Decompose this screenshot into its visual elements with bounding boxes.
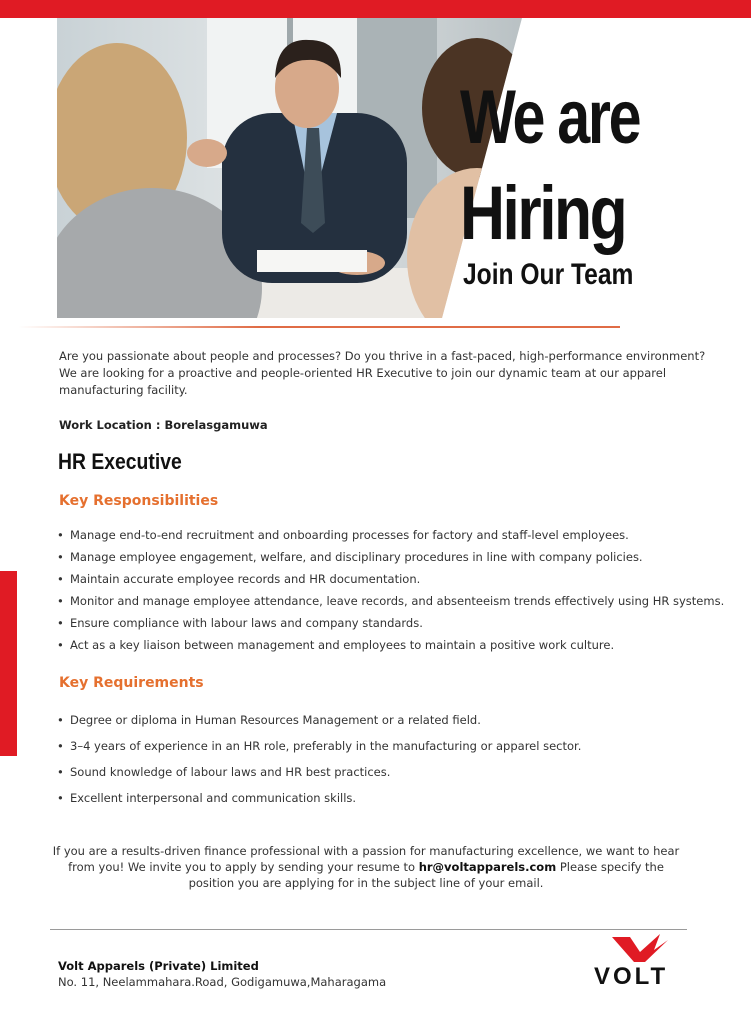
side-accent-bar: [0, 571, 17, 756]
volt-logo-text: VOLT: [594, 963, 669, 990]
list-item: • 3–4 years of experience in an HR role, preferably in the manufacturing or apparel sector.: [56, 738, 581, 764]
requirements-heading: Key Requirements: [59, 675, 204, 691]
headline-join-our-team: Join Our Team: [463, 258, 634, 291]
contact-email-link[interactable]: hr@voltapparels.com: [418, 860, 557, 874]
headline-line-hiring: Hiring: [460, 171, 626, 256]
work-location-label: Work Location :: [59, 418, 161, 432]
work-location: [59, 418, 268, 432]
list-item: • Manage end-to-end recruitment and onboarding processes for factory and staff-level employees.: [56, 527, 724, 549]
responsibilities-list: [56, 527, 724, 659]
company-name: Volt Apparels (Private) Limited: [58, 959, 259, 973]
list-item: • Ensure compliance with labour laws and company standards.: [56, 615, 724, 637]
company-address: No. 11, Neelammahara.Road, Godigamuwa,Maharagama: [58, 975, 387, 989]
footer-divider: [50, 929, 687, 930]
top-accent-bar: [0, 0, 751, 18]
list-item: • Sound knowledge of labour laws and HR best practices.: [56, 764, 581, 790]
hero-interview-photo: [57, 18, 522, 318]
list-item: • Excellent interpersonal and communication skills.: [56, 790, 581, 816]
closing-text-before: If you are a results-driven finance professional with a passion for manufacturing excellence, we want to hear from you! We invite you to apply by sending your resume to: [52, 844, 680, 874]
list-item: • Maintain accurate employee records and HR documentation.: [56, 571, 724, 593]
closing-text-after: Please specify the position you are applying for in the subject line of your email.: [188, 860, 664, 890]
work-location-value: Borelasgamuwa: [164, 418, 268, 432]
requirements-list: [56, 712, 581, 816]
list-item: • Manage employee engagement, welfare, and disciplinary procedures in line with company policies.: [56, 549, 724, 571]
intro-paragraph: Are you passionate about people and processes? Do you thrive in a fast-paced, high-performance environment? We are looking for a proactive and people-oriented HR Executive to join our dynamic team at our apparel manufacturing facility.: [59, 349, 706, 397]
header-divider: [18, 326, 620, 328]
headline-line-we-are: We are: [460, 75, 640, 160]
list-item: • Monitor and manage employee attendance, leave records, and absenteeism trends effectively using HR systems.: [56, 593, 724, 615]
closing-paragraph: [50, 843, 682, 891]
list-item: • Act as a key liaison between management and employees to maintain a positive work culture.: [56, 637, 724, 659]
responsibilities-heading: Key Responsibilities: [59, 493, 219, 509]
list-item: • Degree or diploma in Human Resources Management or a related field.: [56, 712, 581, 738]
job-title: HR Executive: [58, 449, 182, 474]
